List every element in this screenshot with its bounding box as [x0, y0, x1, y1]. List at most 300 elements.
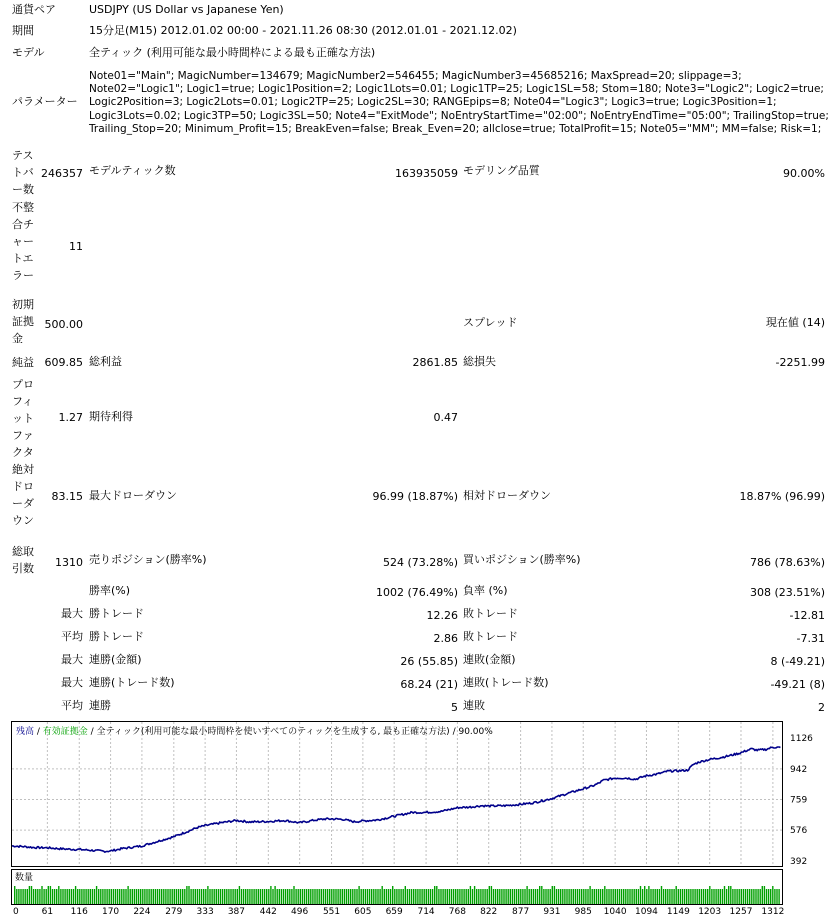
x-tick-label: 224: [133, 907, 151, 917]
volume-bar: [722, 889, 723, 904]
volume-bar: [264, 889, 265, 904]
volume-bar: [442, 889, 443, 904]
volume-bar: [228, 889, 229, 904]
volume-bar: [671, 889, 672, 904]
x-tick-label: 279: [165, 907, 183, 917]
gross-profit-value: 2861.85: [412, 356, 458, 369]
volume-bar: [470, 886, 471, 904]
volume-bar: [730, 886, 731, 904]
volume-bar: [495, 889, 496, 904]
avg-label-2: 平均: [61, 699, 83, 712]
volume-bar: [424, 889, 425, 904]
volume-bar: [316, 889, 317, 904]
volume-bar: [734, 889, 735, 904]
volume-bar: [272, 889, 273, 904]
volume-bar: [123, 889, 124, 904]
symbol-value: USDJPY (US Dollar vs Japanese Yen): [89, 3, 284, 16]
x-tick-label: 333: [196, 907, 214, 917]
deposit-label: 初期証拠金: [12, 298, 34, 345]
volume-bar: [151, 889, 152, 904]
volume-bar: [508, 889, 509, 904]
volume-bar: [361, 889, 362, 904]
volume-bar: [474, 886, 475, 904]
x-tick-label: 387: [227, 907, 246, 917]
volume-bar: [335, 889, 336, 904]
volume-bar: [109, 889, 110, 904]
avg-cons-loss-value: 2: [818, 701, 825, 714]
volume-bar: [587, 889, 588, 904]
volume-bar: [52, 889, 53, 904]
volume-bar: [373, 889, 374, 904]
volume-bar: [356, 889, 357, 904]
volume-bar: [487, 889, 488, 904]
volume-bar: [552, 886, 553, 904]
volume-bar: [596, 889, 597, 904]
volume-bar: [174, 889, 175, 904]
volume-bar: [407, 889, 408, 904]
win-rate-value: 1002 (76.49%): [375, 586, 458, 599]
spread-value: 現在値 (14): [765, 316, 825, 329]
loss-rate-label: 負率 (%): [463, 584, 508, 597]
y-tick-label: 576: [790, 826, 808, 837]
volume-bar: [445, 889, 446, 904]
volume-bar: [627, 889, 628, 904]
volume-bar: [33, 889, 34, 904]
volume-bar: [524, 889, 525, 904]
volume-bar: [526, 886, 527, 904]
volume-bar: [520, 889, 521, 904]
volume-bar: [203, 889, 204, 904]
volume-bar: [667, 889, 668, 904]
bars-value: 246357: [41, 167, 83, 180]
volume-bar: [545, 889, 546, 904]
volume-bar: [621, 889, 622, 904]
volume-bar: [560, 889, 561, 904]
max-cons-win-amount-label: 連勝(金額): [89, 653, 142, 666]
volume-bar: [130, 889, 131, 904]
volume-bar: [27, 889, 28, 904]
volume-bar: [331, 889, 332, 904]
volume-bar: [615, 889, 616, 904]
volume-bar: [18, 889, 19, 904]
volume-bar: [363, 889, 364, 904]
volume-bar: [153, 889, 154, 904]
volume-bar: [262, 889, 263, 904]
quality-value: 90.00%: [783, 167, 825, 180]
volume-bar: [256, 889, 257, 904]
volume-bar: [58, 886, 59, 904]
volume-bar: [776, 889, 777, 904]
volume-bar: [743, 889, 744, 904]
volume-bar: [749, 889, 750, 904]
volume-bar: [676, 886, 677, 904]
params-value: Note01="Main"; MagicNumber=134679; MagicNumber2=546455; MagicNumber3=45685216; MaxSpread=20; slippage=3; Note02="Logic1"; Logic1=true; Logic1Position=2; Logic1Lots=0.01; Logic1TP=25; Logic1SL=58; Stom=180; Note3="Logic2"; Logic2=true; Logic2Position=3; Logic2Lots=0.01; Logic2TP=25; Logic2SL=30; RANGEpips=8; Note04="Logic3"; Logic3=true; Logic3Position=1; Logic3Lots=0.02; Logic3TP=50; Logic3SL=50; Note4="ExitMode"; NoEntryStartTime="02:00"; NoEntryEndTime="05:00"; TrailingStop=true; Trailing_Stop=20; Minimum_Profit=15; BreakEven=false; Break_Even=20; allclose=true; TotalProfit=15; Note05="MM"; MM=false; Risk=1;: [89, 70, 829, 135]
volume-bar: [60, 889, 61, 904]
volume-bar: [71, 889, 72, 904]
volume-bar: [104, 889, 105, 904]
volume-bar: [369, 889, 370, 904]
volume-bar: [629, 889, 630, 904]
volume-bar: [663, 889, 664, 904]
volume-bar: [510, 889, 511, 904]
volume-bar: [92, 889, 93, 904]
volume-bar: [757, 889, 758, 904]
volume-bar: [417, 889, 418, 904]
balance-chart: [11, 721, 824, 918]
volume-bar: [602, 889, 603, 904]
volume-bar: [274, 886, 275, 904]
profit-factor-label: プロフィットファクタ: [12, 378, 34, 459]
volume-bar: [62, 889, 63, 904]
volume-bar: [178, 889, 179, 904]
volume-bar: [159, 889, 160, 904]
volume-bar: [724, 886, 725, 904]
x-tick-label: 768: [448, 907, 466, 917]
volume-bar: [291, 889, 292, 904]
short-positions-label: 売りポジション(勝率%): [89, 553, 207, 566]
volume-bar: [512, 889, 513, 904]
x-tick-label: 1040: [603, 907, 627, 917]
volume-bar: [184, 889, 185, 904]
volume-bar: [741, 889, 742, 904]
volume-bar: [16, 889, 17, 904]
volume-bar: [43, 889, 44, 904]
volume-bar: [140, 889, 141, 904]
rel-drawdown-label: 相対ドローダウン: [463, 489, 551, 502]
volume-bar: [56, 889, 57, 904]
volume-bar: [167, 889, 168, 904]
volume-bar: [409, 889, 410, 904]
model-value: 全ティック (利用可能な最小時間枠による最も正確な方法): [89, 46, 376, 59]
volume-bar: [243, 889, 244, 904]
x-tick-label: 931: [543, 907, 561, 917]
volume-bar: [337, 889, 338, 904]
x-tick-label: 442: [259, 907, 277, 917]
volume-bar: [728, 886, 729, 904]
volume-bar: [403, 889, 404, 904]
volume-bar: [772, 886, 773, 904]
volume-bar: [472, 889, 473, 904]
max-cons-loss-count-value: -49.21 (8): [770, 678, 825, 691]
volume-bar: [762, 886, 763, 904]
volume-bar: [692, 889, 693, 904]
x-tick-label: 1312: [761, 907, 785, 917]
x-tick-label: 0: [13, 907, 19, 917]
volume-bar: [142, 889, 143, 904]
volume-bar: [522, 889, 523, 904]
volume-bar: [463, 889, 464, 904]
max-cons-loss-amount-value: 8 (-49.21): [770, 655, 825, 668]
avg-cons-loss-label: 連敗: [463, 699, 485, 712]
volume-bar: [640, 886, 641, 904]
volume-bar: [176, 889, 177, 904]
volume-bar: [69, 889, 70, 904]
volume-bar: [713, 889, 714, 904]
volume-bar: [241, 889, 242, 904]
volume-bar: [298, 889, 299, 904]
volume-bar: [134, 889, 135, 904]
volume-bar: [768, 889, 769, 904]
volume-bar: [451, 889, 452, 904]
spread-label: スプレッド: [463, 316, 518, 329]
volume-bar: [594, 889, 595, 904]
volume-bar: [268, 889, 269, 904]
volume-bar: [718, 889, 719, 904]
volume-bar: [739, 889, 740, 904]
volume-bar: [631, 889, 632, 904]
y-tick-label: 942: [790, 764, 808, 775]
volume-bar: [237, 889, 238, 904]
volume-bar: [652, 889, 653, 904]
gross-profit-label: 総利益: [89, 355, 122, 368]
volume-bar: [327, 889, 328, 904]
volume-bar: [550, 889, 551, 904]
volume-bar: [440, 889, 441, 904]
volume-bar: [319, 889, 320, 904]
volume-bar: [193, 889, 194, 904]
volume-bar: [260, 889, 261, 904]
volume-bar: [73, 889, 74, 904]
volume-bar: [214, 889, 215, 904]
volume-bar: [354, 889, 355, 904]
volume-bar: [468, 889, 469, 904]
title-equity: 有効証拠金: [42, 727, 88, 737]
volume-bar: [79, 889, 80, 904]
volume-bar: [253, 889, 254, 904]
volume-bar: [119, 889, 120, 904]
volume-bar: [694, 889, 695, 904]
volume-bar: [197, 889, 198, 904]
volume-bar: [386, 889, 387, 904]
volume-bar: [636, 889, 637, 904]
volume-bar: [751, 889, 752, 904]
net-profit-value: 609.85: [44, 356, 83, 369]
volume-bar: [673, 889, 674, 904]
volume-bar: [535, 889, 536, 904]
volume-bar: [207, 886, 208, 904]
profit-factor-value: 1.27: [58, 411, 83, 424]
volume-bar: [232, 889, 233, 904]
volume-bar: [100, 889, 101, 904]
volume-bar: [766, 889, 767, 904]
volume-bar: [707, 889, 708, 904]
volume-bar: [581, 889, 582, 904]
volume-bar: [579, 889, 580, 904]
volume-bar: [127, 886, 128, 904]
volume-bar: [340, 889, 341, 904]
volume-bar: [283, 889, 284, 904]
volume-bar: [503, 889, 504, 904]
volume-bar: [592, 889, 593, 904]
volume-bar: [205, 889, 206, 904]
volume-bar: [25, 889, 26, 904]
volume-bar: [314, 889, 315, 904]
volume-bar: [529, 889, 530, 904]
volume-bar: [613, 889, 614, 904]
avg-cons-win-value: 5: [451, 701, 458, 714]
x-tick-label: 605: [354, 907, 372, 917]
volume-bar: [67, 889, 68, 904]
volume-bar: [85, 889, 86, 904]
volume-bar: [466, 889, 467, 904]
volume-bar: [352, 889, 353, 904]
volume-bar: [726, 889, 727, 904]
max-drawdown-value: 96.99 (18.87%): [372, 490, 458, 503]
volume-bar: [245, 889, 246, 904]
volume-bar: [568, 889, 569, 904]
volume-bar: [564, 889, 565, 904]
volume-bar: [195, 889, 196, 904]
volume-bar: [251, 889, 252, 904]
max-label-1: 最大: [61, 607, 83, 620]
volume-bar: [394, 889, 395, 904]
volume-bar: [138, 889, 139, 904]
volume-bar: [321, 889, 322, 904]
volume-bar: [753, 889, 754, 904]
volume-bar: [165, 889, 166, 904]
volume-bar: [610, 889, 611, 904]
volume-bar: [281, 889, 282, 904]
volume-bar: [543, 889, 544, 904]
title-balance: 残高: [16, 727, 35, 737]
volume-bar: [289, 889, 290, 904]
volume-bar: [697, 889, 698, 904]
avg-cons-win-label: 連勝: [89, 699, 111, 712]
volume-bar: [661, 886, 662, 904]
volume-bar: [760, 889, 761, 904]
x-tick-label: 170: [101, 907, 120, 917]
volume-bar: [163, 889, 164, 904]
x-tick-label: 1257: [729, 907, 753, 917]
volume-bar: [461, 889, 462, 904]
total-trades-label: 総取引数: [12, 545, 34, 575]
volume-bar: [625, 889, 626, 904]
x-tick-label: 551: [322, 907, 341, 917]
volume-bar: [83, 889, 84, 904]
volume-bar: [484, 889, 485, 904]
volume-bar: [449, 889, 450, 904]
volume-bar: [421, 889, 422, 904]
volume-bar: [102, 889, 103, 904]
volume-bar: [598, 889, 599, 904]
expected-payoff-label: 期待利得: [89, 410, 133, 423]
volume-bar: [132, 889, 133, 904]
gross-loss-label: 総損失: [463, 355, 496, 368]
avg-loss-value: -7.31: [796, 632, 825, 645]
volume-bar: [459, 889, 460, 904]
volume-bar: [295, 889, 296, 904]
volume-bar: [562, 889, 563, 904]
volume-bar: [312, 889, 313, 904]
volume-bar: [755, 889, 756, 904]
volume-bar: [113, 889, 114, 904]
volume-bar: [144, 889, 145, 904]
volume-bar: [577, 889, 578, 904]
volume-bar: [285, 889, 286, 904]
max-label-3: 最大: [61, 676, 83, 689]
avg-label-1: 平均: [61, 630, 83, 643]
model-label: モデル: [12, 46, 45, 59]
volume-bar: [537, 889, 538, 904]
volume-bar: [182, 889, 183, 904]
x-tick-label: 1149: [666, 907, 690, 917]
volume-bar: [388, 889, 389, 904]
volume-bar: [37, 889, 38, 904]
volume-bar: [411, 889, 412, 904]
x-tick-label: 822: [480, 907, 498, 917]
title-quality: 90.00%: [458, 727, 493, 737]
main-plot-frame: [12, 722, 783, 867]
volume-bar: [325, 889, 326, 904]
volume-bar: [209, 889, 210, 904]
volume-bar: [161, 889, 162, 904]
volume-bar: [583, 889, 584, 904]
volume-bar: [136, 889, 137, 904]
volume-bar: [516, 889, 517, 904]
volume-bar: [323, 889, 324, 904]
volume-bar: [400, 889, 401, 904]
volume-bar: [287, 889, 288, 904]
volume-bar: [270, 886, 271, 904]
volume-bar: [46, 889, 47, 904]
volume-bar: [678, 889, 679, 904]
x-tick-label: 1203: [698, 907, 722, 917]
x-tick-label: 877: [512, 907, 530, 917]
volume-bar: [644, 886, 645, 904]
volume-bar: [491, 886, 492, 904]
volume-bar: [39, 889, 40, 904]
volume-bar: [497, 889, 498, 904]
volume-bar: [211, 889, 212, 904]
volume-bar: [650, 889, 651, 904]
chart-title: 残高 / 有効証拠金 / 全ティック(利用可能な最小時間枠を使いすべてのティックを生成する, 最も正確な方法) / 90.00%: [16, 727, 493, 737]
volume-bar: [426, 889, 427, 904]
volume-bar: [585, 889, 586, 904]
x-tick-label: 496: [291, 907, 309, 917]
volume-bar: [686, 889, 687, 904]
volume-bar: [31, 886, 32, 904]
params-label: パラメーター: [12, 95, 78, 108]
volume-bar: [81, 889, 82, 904]
volume-bar: [310, 889, 311, 904]
volume-bar: [438, 889, 439, 904]
volume-bar: [157, 889, 158, 904]
volume-bar: [493, 889, 494, 904]
volume-bar: [382, 886, 383, 904]
volume-bar: [533, 889, 534, 904]
volume-bar: [575, 889, 576, 904]
period-label: 期間: [12, 24, 34, 37]
volume-bar: [539, 886, 540, 904]
volume-bar: [476, 889, 477, 904]
volume-bar: [478, 889, 479, 904]
volume-bar: [434, 886, 435, 904]
long-positions-label: 買いポジション(勝率%): [463, 553, 581, 566]
volume-bar: [436, 886, 437, 904]
deposit-value: 500.00: [44, 318, 83, 331]
volume-bar: [186, 886, 187, 904]
volume-bar: [121, 889, 122, 904]
x-tick-label: 985: [574, 907, 592, 917]
volume-bar: [249, 889, 250, 904]
volume-bar: [222, 889, 223, 904]
volume-bar: [711, 889, 712, 904]
volume-bar: [266, 889, 267, 904]
volume-bar: [188, 886, 189, 904]
volume-bar: [226, 889, 227, 904]
volume-bar: [665, 889, 666, 904]
x-tick-label: 659: [385, 907, 403, 917]
